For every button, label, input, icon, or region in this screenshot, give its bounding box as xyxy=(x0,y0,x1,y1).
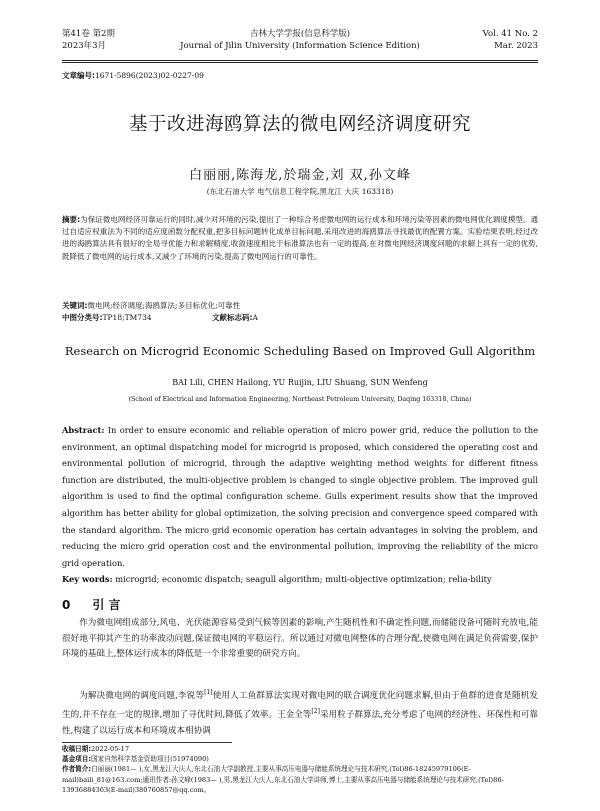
footnote-rule xyxy=(62,742,232,743)
header-date-en: Mar. 2023 xyxy=(494,41,538,51)
doc-code-value: A xyxy=(252,313,258,322)
journal-name-en: Journal of Jilin University (Information Science Edition) xyxy=(180,41,420,51)
body-paragraph-2-text-a: 为解决微电网的调度问题,李锐等 xyxy=(79,690,205,701)
body-paragraph-2-text-b: 使用人工鱼群算法实现对微电网的联合调度优化问题求解,但由于鱼群的进食是随机发生的,并不存在一定的规律,增加了寻优时间,降低了效率。王金全等 xyxy=(62,690,539,721)
header-date-zh: 2023年3月 xyxy=(62,41,107,51)
keywords-zh-text: 微电网;经济调度;海鸥算法;多目标优化;可靠性 xyxy=(87,301,241,310)
footnote-label: 基金项目: xyxy=(62,755,92,764)
authors-zh: 白丽丽,陈海龙,於瑞金,刘 双,孙文峰 xyxy=(189,168,411,183)
abstract-en-label: Abstract: xyxy=(62,425,105,435)
running-header xyxy=(62,28,538,58)
classification-zh xyxy=(62,312,538,324)
footnote-author-bio xyxy=(62,764,538,795)
section-number: 0 xyxy=(62,598,71,612)
title-zh: 基于改进海鸥算法的微电网经济调度研究 xyxy=(128,114,471,135)
keywords-en xyxy=(62,572,538,586)
abstract-zh-label: 摘要: xyxy=(62,215,81,224)
footnote-label: 作者简介: xyxy=(62,765,92,774)
header-volume-en xyxy=(483,28,538,52)
footnote-text: 白丽丽(1981— ),女,黑龙江大庆人,东北石油大学副教授,主要从事高压电器与储能系统理论与技术研究,(Tel)86-18245979106(E-mail)baili_81@163.com;通讯作者:孙文峰(1983— ),男,黑龙江大庆人,东北石油大学讲师,博士,主要从事高压电器与储能系统理论与技术研究,(Tel)86-13936884363(E-mail)380760857@qq.com。 xyxy=(62,765,504,794)
section-title: 引 言 xyxy=(92,598,121,612)
abstract-en-text: In order to ensure economic and reliable operation of micro power grid, reduce the pollution to the environment, an optimal dispatching model for microgrid is proposed, which considered the operating cost and environmental pollution of microgrid, through the adaptive weighting method weights for different fitness function are distributed, the multi-objective problem is changed to single objective problem. The improved gull algorithm is used to find the optimal configuration scheme. Gulls experiment results show that the improved algorithm has better ability for global optimization, the solving precision and convergence speed compared with the standard algorithm. The micro grid economic operation has certain advantages in solving the problem, and reducing the micro grid operation cost and the environmental pollution, improving the reliability of the micro grid operation. xyxy=(62,425,539,568)
article-number xyxy=(62,70,204,81)
affiliation-zh: (东北石油大学 电气信息工程学院,黑龙江 大庆 163318) xyxy=(206,187,394,196)
abstract-zh-text: 为保证微电网经济可靠运行的同时,减少对环境的污染,提出了一种综合考虑微电网的运行成本和环境污染等因素的微电网优化调度模型。通过自适应权重法为不同的适应度函数分配权重,把多目标问题转化成单目标问题,采用改进的海鸥算法寻找最优的配置方案。实验结果表明,经过改进的海鸥算法具有很好的全局寻优能力和求解精度,收敛速度相比于标准算法也有一定的提高,在对微电网经济调度问题的求解上具有一定的优势,既降低了微电网的运行成本,又减少了环境的污染,提高了微电网运行的可靠性。 xyxy=(62,215,539,261)
journal-name-zh: 吉林大学学报(信息科学版) xyxy=(249,29,351,39)
footnote-received xyxy=(62,744,538,754)
keywords-zh xyxy=(62,300,538,312)
footnote-text: 2022-05-17 xyxy=(91,745,130,753)
title-en: Research on Microgrid Economic Scheduling Based on Improved Gull Algorithm xyxy=(64,344,536,358)
footnote-funding xyxy=(62,754,538,764)
footnotes xyxy=(62,744,538,795)
section-heading xyxy=(62,596,143,613)
header-rule-thick xyxy=(62,60,538,61)
authors-en: BAI Lili, CHEN Hailong, YU Ruijin, LIU Shuang, SUN Wenfeng xyxy=(172,378,428,387)
citation-ref: [1] xyxy=(204,689,213,696)
clc-label: 中图分类号: xyxy=(62,313,103,322)
header-volume-issue: 第41卷 第2期 xyxy=(62,29,115,39)
body-paragraph-1: 作为微电网组成部分,风电、光伏能源容易受到气候等因素的影响,产生随机性和不确定性问题,而储能设备可随时充放电,能很好地平抑其产生的功率波动问题,保证微电网的平稳运行。所以通过对微电网整体的合理分配,使微电网在满足负荷需要,保护环境的基础上,整体运行成本的降低是一个非常重要的研究方向。 xyxy=(62,618,538,659)
affiliation-en: (School of Electrical and Information Engineering, Northeast Petroleum University, Daqing 163318, China) xyxy=(128,396,472,403)
body-paragraph-2-text-c: 采用粒子群算法,充分考虑了电网的经济性、环保性和可靠性,构建了以运行成本和环境成本相协调 xyxy=(62,710,538,736)
keywords-zh-label: 关键词: xyxy=(62,301,88,310)
doc-code-label: 文献标志码: xyxy=(212,313,253,322)
header-vol-no: Vol. 41 No. 2 xyxy=(482,29,538,39)
abstract-en xyxy=(62,422,538,571)
citation-ref: [2] xyxy=(311,708,320,716)
footnote-label: 收稿日期: xyxy=(62,745,92,753)
clc-value: TP18;TM734 xyxy=(102,313,152,322)
footnote-text: 国家自然科学基金资助项目(51974090) xyxy=(91,755,209,764)
abstract-zh xyxy=(62,214,538,263)
keywords-en-text: microgrid; economic dispatch; seagull algorithm; multi-objective optimization; relia-bility xyxy=(115,574,492,584)
article-number-label: 文章编号: xyxy=(62,71,95,80)
body-paragraph-2 xyxy=(62,685,538,739)
article-number-value: 1671-5896(2023)02-0227-09 xyxy=(95,71,204,80)
keywords-en-label: Key words: xyxy=(62,574,113,584)
header-journal xyxy=(62,28,538,52)
header-rule-thin xyxy=(62,62,538,63)
